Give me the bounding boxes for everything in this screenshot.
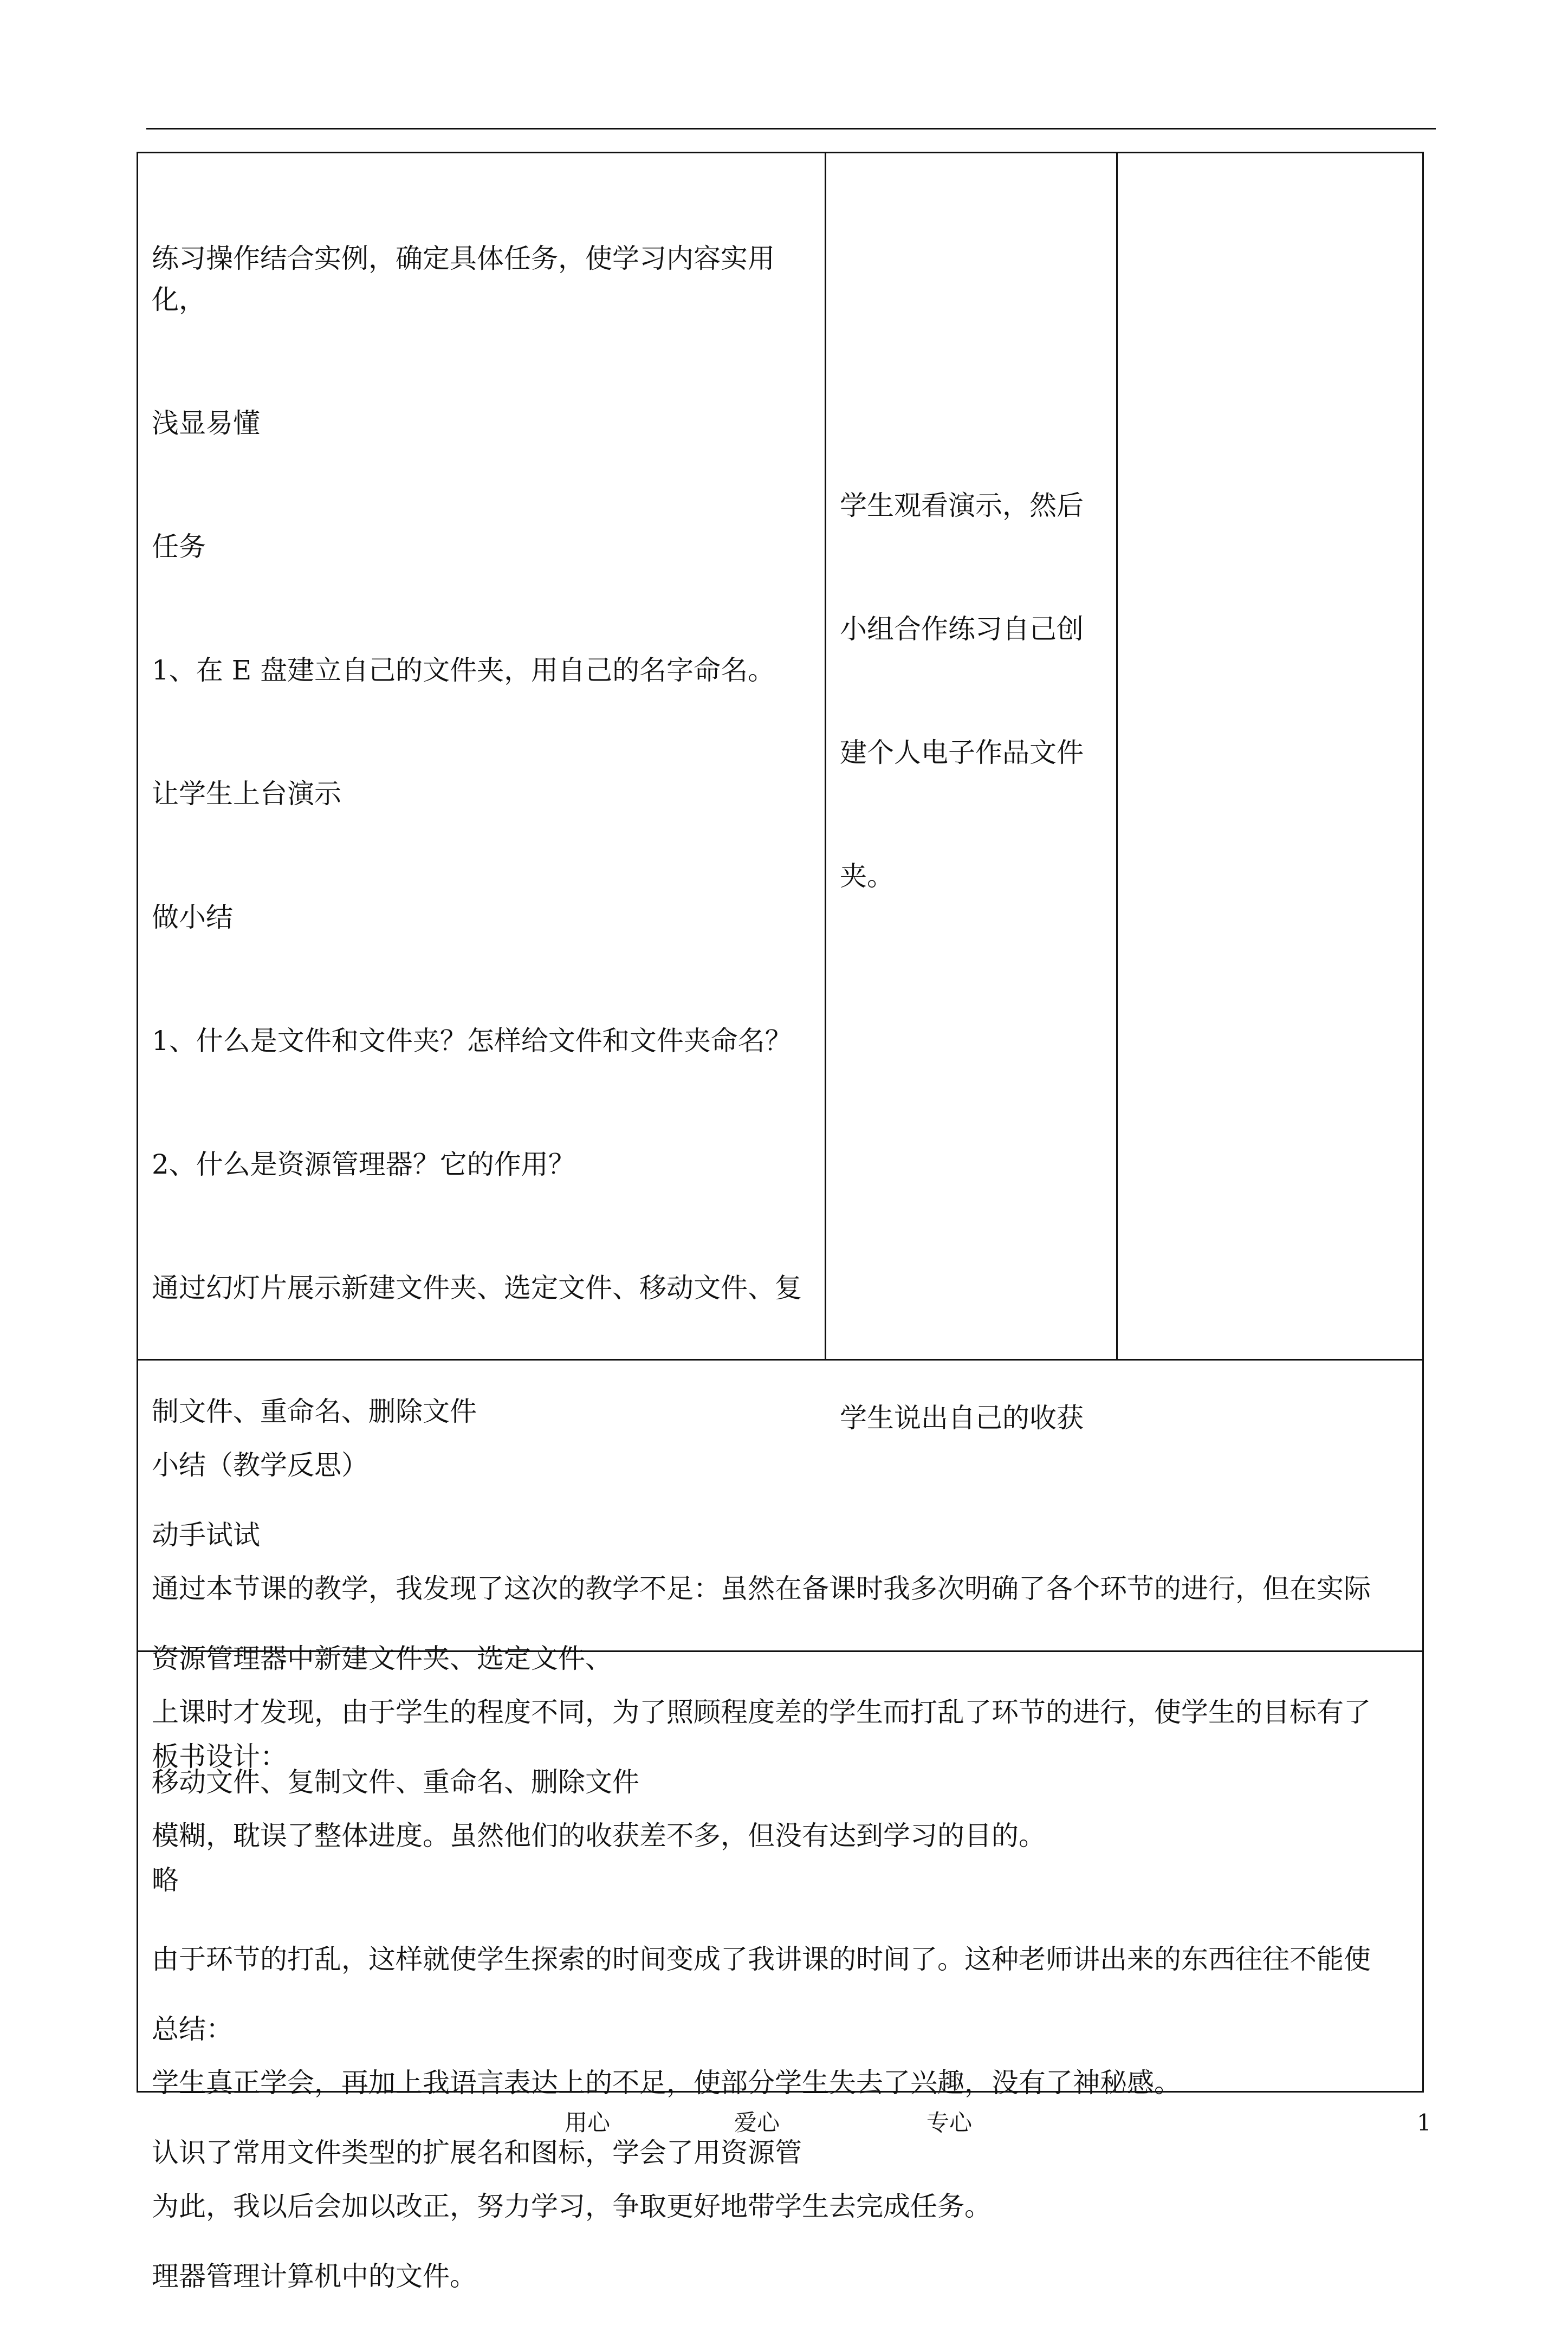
content-line: 通过幻灯片展示新建文件夹、选定文件、移动文件、复 <box>152 1272 802 1304</box>
column-divider-2 <box>1116 152 1118 1359</box>
reflection-line: 上课时才发现，由于学生的程度不同，为了照顾程度差的学生而打乱了环节的进行，使学生的目标有了 <box>152 1696 1371 1728</box>
page-number: 1 <box>1417 2109 1431 2136</box>
content-line: 做小结 <box>152 902 233 933</box>
content-line: 制文件、重命名、删除文件 <box>152 1396 477 1427</box>
content-line: 浅显易懂 <box>152 407 260 439</box>
content-line: 总结： <box>152 2013 233 2045</box>
board-line: 略 <box>152 1864 179 1896</box>
activity-line: 建个人电子作品文件 <box>840 737 1084 768</box>
activity-line: 夹。 <box>840 860 894 892</box>
content-line: 1、在 E 盘建立自己的文件夹，用自己的名字命名。 <box>152 655 775 686</box>
board-design-cell <box>152 1654 1414 1942</box>
activity-line: 学生观看演示，然后 <box>840 490 1084 521</box>
content-line: 移动文件、复制文件、重命名、删除文件 <box>152 1766 639 1798</box>
footer-item: 用心 <box>565 2109 611 2136</box>
content-line: 练习操作结合实例，确定具体任务，使学习内容实用化， <box>152 243 775 315</box>
reflection-heading: 小结（教学反思） <box>152 1449 368 1481</box>
footer-item: 专心 <box>926 2109 973 2136</box>
student-activity-cell <box>840 403 1111 938</box>
content-line: 1、什么是文件和文件夹？怎样给文件和文件夹命名？ <box>152 1025 792 1057</box>
reflection-line: 通过本节课的教学，我发现了这次的教学不足：虽然在备课时我多次明确了各个环节的进行，但在实际 <box>152 1573 1371 1604</box>
content-line: 动手试试 <box>152 1519 260 1551</box>
activity-line: 学生说出自己的收获 <box>840 1402 1084 1434</box>
reflection-line: 由于环节的打乱，这样就使学生探索的时间变成了我讲课的时间了。这种老师讲出来的东西往往不能使 <box>152 1944 1371 1975</box>
content-line: 理器管理计算机中的文件。 <box>152 2261 477 2292</box>
board-heading: 板书设计： <box>152 1741 287 1772</box>
content-line: 任务 <box>152 531 206 562</box>
footer-item: 爱心 <box>734 2109 780 2136</box>
header-rule <box>146 128 1436 129</box>
reflection-line: 模糊，耽误了整体进度。虽然他们的收获差不多，但没有达到学习的目的。 <box>152 1820 1046 1851</box>
content-line: 让学生上台演示 <box>152 778 341 809</box>
activity-line: 小组合作练习自己创 <box>840 613 1084 645</box>
reflection-line: 为此，我以后会加以改正，努力学习，争取更好地带学生去完成任务。 <box>152 2191 992 2222</box>
content-line: 资源管理器中新建文件夹、选定文件、 <box>152 1643 612 1674</box>
reflection-line: 学生真正学会，再加上我语言表达上的不足，使部分学生失去了兴趣，没有了神秘感。 <box>152 2067 1181 2099</box>
column-divider-1 <box>825 152 826 1359</box>
content-line: 认识了常用文件类型的扩展名和图标，学会了用资源管 <box>152 2137 802 2168</box>
content-line: 2、什么是资源管理器？它的作用？ <box>152 1149 575 1180</box>
